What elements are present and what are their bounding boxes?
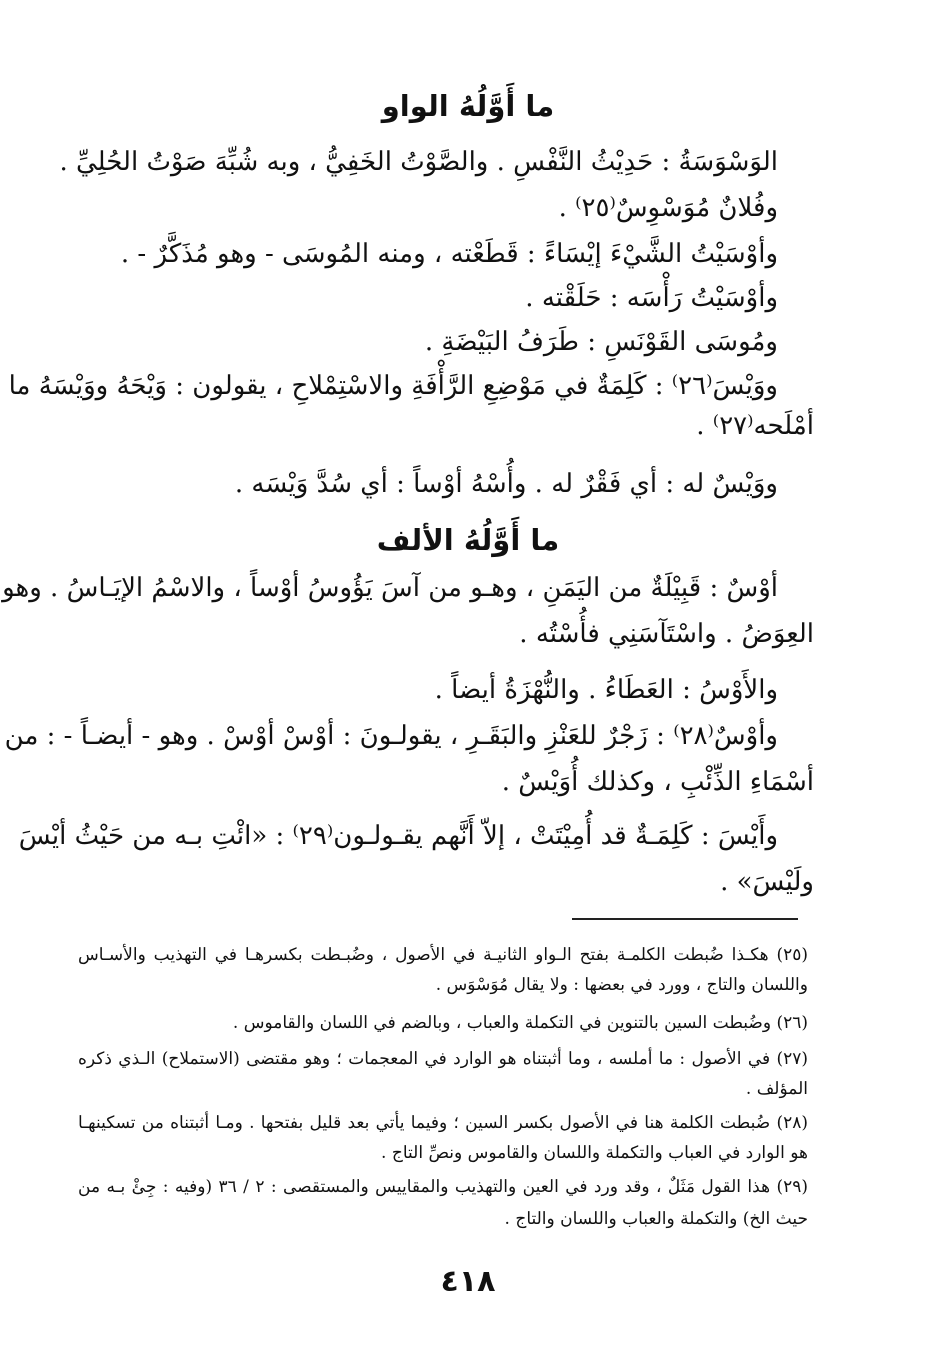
entry-line: ووَيْسٌ له : أي فَقْرٌ له . وأُسْهُ أوْساً : أي سُدَّ وَيْسَه . (234, 469, 778, 499)
entry-line: وأوْسَيْتُ رَأْسَه : حَلَقْته . (525, 283, 778, 313)
entry-line: والأَوْسُ : العَطَاءُ . والنُّهْزَةُ أيضاً . (434, 675, 778, 705)
entry-line: وأوْسٌ⁽٢٨⁾ : زَجْرٌ للعَنْزِ والبَقَـرِ ، يقولـونَ : أوْسْ أوْسْ . وهو - أيضـاً - : من (4, 721, 778, 751)
entry-line: وأوْسَيْتُ الشَّيْءَ إيْسَاءً : قَطَعْته ، ومنه المُوسَى - وهو مُذَكَّرٌ - . (120, 239, 778, 269)
footnote-line: (٢٧) في الأصول : ما أملسه ، وما أثبتناه هو الوارد في المعجمات ؛ وهو مقتضى (الاستملاح) الـذي ذكره (78, 1049, 808, 1069)
entry-line: ووَيْسَ⁽٢٦⁾ : كَلِمَةٌ في مَوْضِعِ الرَّأْفَةِ والاسْتِمْلاحِ ، يقولون : وَيْحَهُ ووَيْسَهُ ما (8, 371, 778, 401)
footnote-line: هو الوارد في العباب والتكملة واللسان والقاموس ونصِّ التاج . (381, 1143, 808, 1163)
footnote-line: (٢٦) وضُبطت السين بالتنوين في التكملة والعباب ، وبالضم في اللسان والقاموس . (232, 1013, 808, 1033)
entry-line: أمْلَحه⁽٢٧⁾ . (696, 411, 814, 441)
entry-line: العِوَضُ . واسْتَآسَنِي فأُسْتُه . (519, 619, 814, 649)
footnote-separator (572, 918, 798, 920)
section-heading-waw: ما أَوَّلُهُ الواو (381, 89, 555, 123)
footnote-line: حيث الخ) والتكملة والعباب واللسان والتاج . (504, 1209, 808, 1229)
entry-line: وفُلانٌ مُوَسْوِسٌ⁽٢٥⁾ . (558, 193, 778, 223)
entry-line: ومُوسَى القَوْنَسِ : طَرَفُ البَيْضَةِ . (424, 327, 778, 357)
entry-line: الوَسْوَسَةُ : حَدِيْثُ النَّفْسِ . والصَّوْتُ الخَفِيُّ ، وبه شُبِّهَ صَوْتُ الحُلِيِّ . (59, 147, 778, 177)
section-heading-alif: ما أَوَّلُهُ الألف (376, 523, 560, 557)
footnote-line: (٢٥) هكـذا ضُبطت الكلمـة بفتح الـواو الثانيـة في الأصول ، وضُبـطت بكسرهـا في التهذيب والأسـاس (78, 945, 808, 965)
entry-line: أسْمَاءِ الذِّئْبِ ، وكذلك أُوَيْسٌ . (501, 767, 814, 797)
entry-line: وأَيْسَ : كَلِمَـةٌ قد أُمِيْتَتْ ، إلاّ أَنَّهم يقـولـون⁽٢٩⁾ : «ائْتِ بـه من حَيْثُ أيْسَ (18, 821, 778, 851)
footnote-line: واللسان والتاج ، وورد في بعضها : ولا يقال مُوَسْوَس . (435, 975, 808, 995)
entry-line: ولَيْسَ» . (720, 867, 814, 897)
footnote-line: (٢٩) هذا القول مَثَلٌ ، وقد ورد في العين والتهذيب والمقاييس والمستقصى : ٢ / ٣٦ (وفيه : جِئْ بـه من (78, 1177, 808, 1197)
footnote-line: المؤلف . (745, 1079, 808, 1099)
page-number: ٤١٨ (440, 1264, 496, 1299)
entry-line: أوْسٌ : قَبِيْلَةٌ من اليَمَنِ ، وهـو من آسَ يَؤُوسُ أوْساً ، والاسْمُ الإيَـاسُ . وهو (2, 573, 778, 603)
footnote-line: (٢٨) ضُبطت الكلمة هنا في الأصول بكسر السين ؛ وفيما يأتي بعد قليل بفتحها . ومـا أثبتناه من تسكينهـا (78, 1113, 808, 1133)
